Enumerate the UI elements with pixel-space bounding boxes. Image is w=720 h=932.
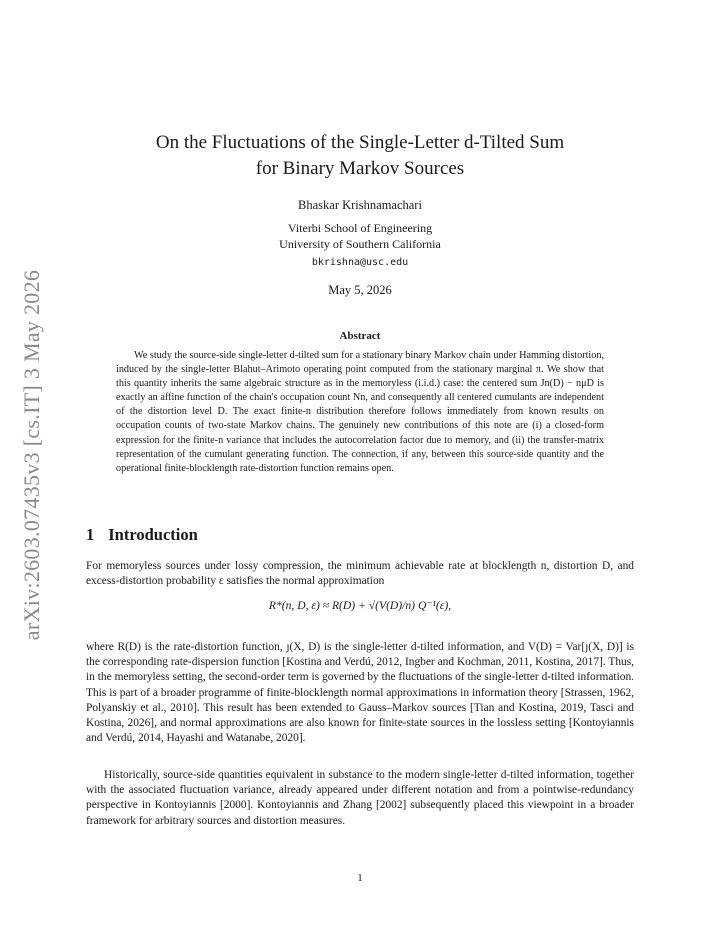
normal-approximation-equation: R*(n, D, ε) ≈ R(D) + √(V(D)/n) Q⁻¹(ε), — [268, 599, 452, 612]
intro-paragraph-1: For memoryless sources under lossy compression, the minimum achievable rate at blocklength n, distortion D, and excess-distortion probability ε satisfies the normal approximation — [86, 560, 634, 588]
abstract-text: We study the source-side single-letter d-tilted sum for a stationary binary Markov chain under Hamming distortion, induced by the single-letter Blahut–Arimoto operating point computed from the stationary marginal π. We show that this quantity inherits the same algebraic structure as in the memoryless (i.i.d.) case: the centered sum Jn(D) − nμD is exactly an affine function of the chain's occupation count Nn, and consequently all centered cumulants are independent of the distortion level D. The exact finite-n distribution therefore follows immediately from known results on occupation counts of two-state Markov chains. The genuinely new contributions of this note are (i) a closed-form expression for the finite-n variance that includes the autocorrelation factor due to memory, and (ii) the transfer-matrix representation of the cumulant generating function. The connection, if any, between this source-side quantity and the operational finite-blocklength rate-distortion function remains open. — [116, 350, 604, 474]
abstract-heading: Abstract — [339, 330, 381, 342]
author-email: bkrishna@usc.edu — [311, 257, 409, 268]
title-line-2: for Binary Markov Sources — [255, 158, 465, 179]
paper-date: May 5, 2026 — [328, 283, 392, 297]
arxiv-sidebar-stamp — [16, 265, 48, 645]
affiliation-line-1: Viterbi School of Engineering — [287, 221, 433, 235]
affiliation — [86, 220, 634, 252]
section-title: Introduction — [108, 525, 198, 544]
section-heading — [86, 525, 198, 545]
author-name: Bhaskar Krishnamachari — [298, 198, 422, 212]
affiliation-line-2: University of Southern California — [279, 237, 441, 251]
arxiv-identifier: arXiv:2603.07435v3 [cs.IT] 3 May 2026 — [19, 269, 44, 641]
intro-paragraph-2: where R(D) is the rate-distortion function, ȷ(X, D) is the single-letter d-tilted information, and V(D) = Var[ȷ(X, D)] is the corresponding rate-dispersion function [Kostina and Verdú, 2012, Ingber and Kochman, 2011, Kostina, 2017]. Thus, in the memoryless setting, the second-order term is governed by the fluctuations of the single-letter d-tilted information. This is part of a broader programme of finite-blocklength normal approximations in information theory [Strassen, 1962, Polyanskiy et al., 2010]. This result has been extended to Gauss–Markov sources [Tian and Kostina, 2019, Tasci and Kostina, 2026], and normal approximations are also known for finite-state sources in the lossless setting [Kontoyiannis and Verdú, 2014, Hayashi and Watanabe, 2020]. — [86, 641, 634, 745]
paper-title — [86, 130, 634, 182]
section-number: 1 — [86, 525, 95, 544]
title-line-1: On the Fluctuations of the Single-Letter d-Tilted Sum — [155, 132, 565, 153]
intro-paragraph-3: Historically, source-side quantities equivalent in substance to the modern single-letter d-tilted information, together with the associated fluctuation variance, already appeared under different notation and from a pointwise-redundancy perspective in Kontoyiannis [2000]. Kontoyiannis and Zhang [2002] subsequently placed this viewpoint in a broader framework for arbitrary sources and distortion measures. — [86, 769, 634, 827]
page-number: 1 — [357, 872, 363, 884]
